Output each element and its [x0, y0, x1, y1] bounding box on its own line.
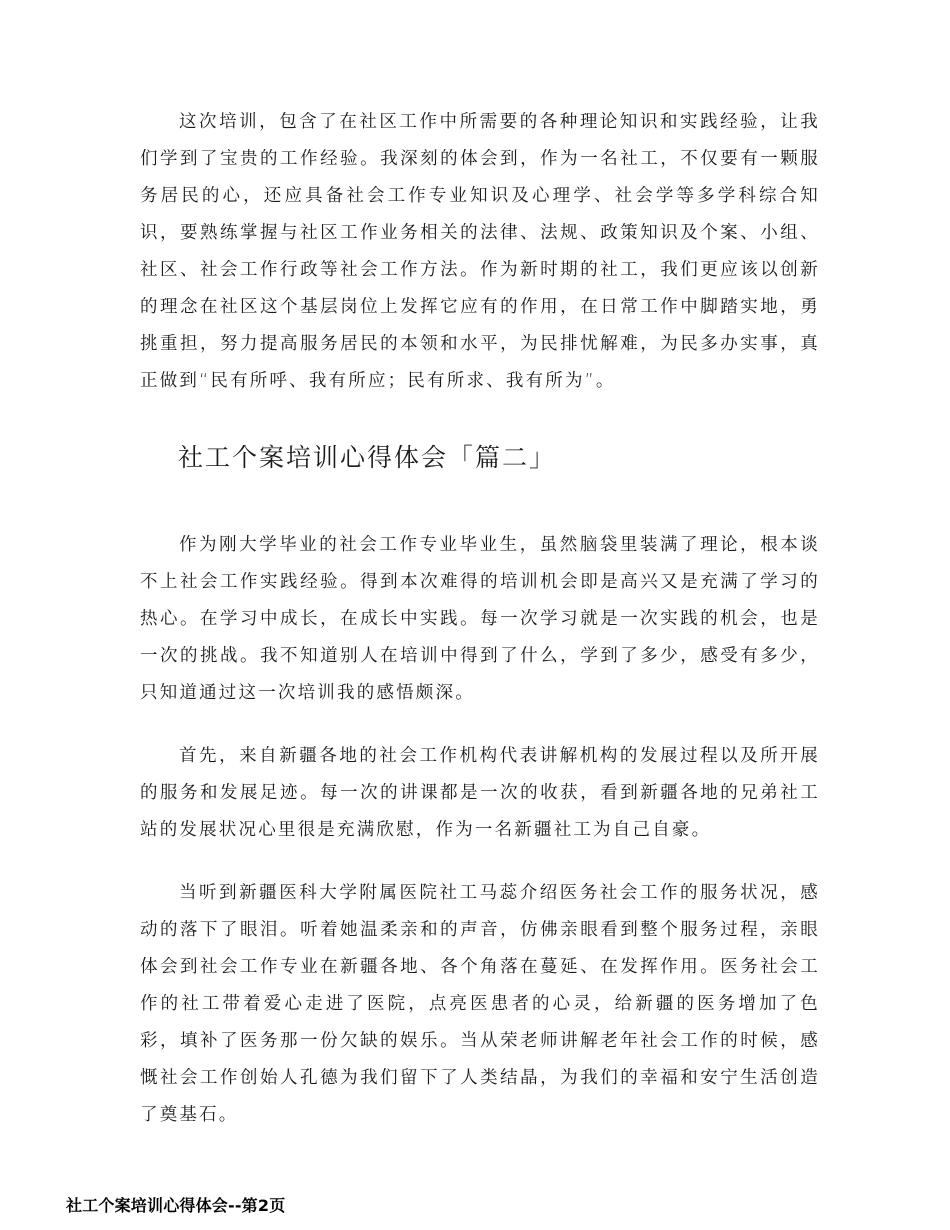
paragraph-3: 当听到新疆医科大学附属医院社工马蕊介绍医务社会工作的服务状况，感动的落下了眼泪。听着她温柔亲和的声音，仿佛亲眼看到整个服务过程，亲眼体会到社会工作专业在新疆各地、各个角落在蔓延、在发挥作用。医务社会工作的社工带着爱心走进了医院，点亮医患者的心灵，给新疆的医务增加了色彩，填补了医务那一份欠缺的娱乐。当从荣老师讲解老年社会工作的时候，感慨社会工作创始人孔德为我们留下了人类结晶，为我们的幸福和安宁生活创造了奠基石。: [140, 883, 820, 1125]
page-footer: 社工个案培训心得体会--第2页: [66, 1196, 286, 1215]
paragraph-intro: 这次培训，包含了在社区工作中所需要的各种理论知识和实践经验，让我们学到了宝贵的工作经验。我深刻的体会到，作为一名社工，不仅要有一颗服务居民的心，还应具备社会工作专业知识及心理学、社会学等多学科综合知识，要熟练掌握与社区工作业务相关的法律、法规、政策知识及个案、小组、社区、社会工作行政等社会工作方法。作为新时期的社工，我们更应该以创新的理念在社区这个基层岗位上发挥它应有的作用，在日常工作中脚踏实地，勇挑重担，努力提高服务居民的本领和水平，为民排忧解难，为民多办实事，真正做到“民有所呼、我有所应；民有所求、我有所为”。: [140, 112, 820, 391]
paragraph-1: 作为刚大学毕业的社会工作专业毕业生，虽然脑袋里装满了理论，根本谈不上社会工作实践经验。得到本次难得的培训机会即是高兴又是充满了学习的热心。在学习中成长，在成长中实践。每一次学习就是一次实践的机会，也是一次的挑战。我不知道别人在培训中得到了什么，学到了多少，感受有多少，只知道通过这一次培训我的感悟颇深。: [140, 535, 820, 703]
section-heading: 社工个案培训心得体会「篇二」: [178, 443, 557, 472]
paragraph-2: 首先，来自新疆各地的社会工作机构代表讲解机构的发展过程以及所开展的服务和发展足迹。每一次的讲课都是一次的收获，看到新疆各地的兄弟社工站的发展状况心里很是充满欣慰，作为一名新疆社工为自己自豪。: [140, 746, 820, 840]
